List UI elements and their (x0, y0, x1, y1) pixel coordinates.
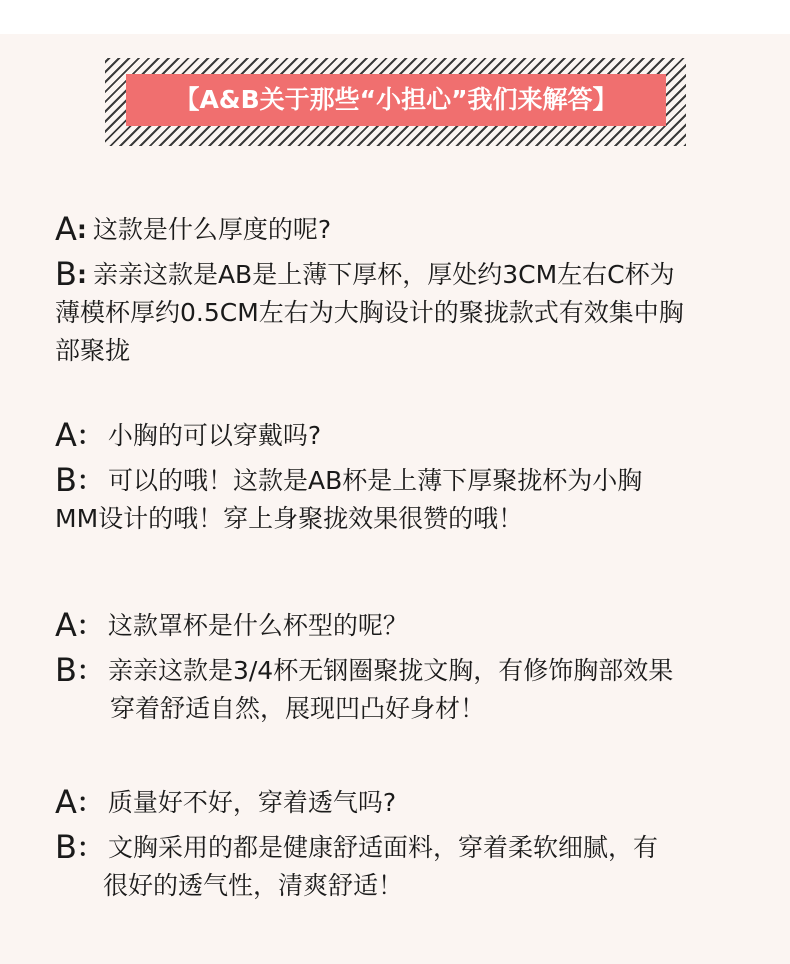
question-text: 这款罩杯是什么杯型的呢？ (107, 611, 408, 640)
answer-line (55, 828, 770, 867)
qa-block-4 (55, 783, 770, 905)
title-banner: 【A&B关于那些“小担心”我们来解答】 (126, 74, 666, 126)
question-mark-a: A (55, 416, 77, 454)
answer-mark-b: B (55, 255, 77, 293)
answer-text-line-2: 穿着舒适自然，展现凹凸好身材！ (110, 694, 486, 723)
question-colon: : (76, 215, 87, 244)
question-text: 小胸的可以穿戴吗? (107, 421, 322, 450)
answer-mark-b: B (55, 461, 77, 499)
question-text: 质量好不好，穿着透气吗? (107, 788, 397, 817)
answer-text-line-3: 部聚拢 (55, 336, 131, 365)
qa-block-3 (55, 606, 770, 728)
answer-text-line-2: 薄模杯厚约0.5CM左右为大胸设计的聚拢款式有效集中胸 (55, 298, 684, 327)
answer-text-line-1: 可以的哦！这款是AB杯是上薄下厚聚拢杯为小胸 (107, 466, 643, 495)
qa-block-2 (55, 416, 770, 538)
question-line (55, 783, 770, 822)
question-mark-a: A (55, 606, 77, 644)
answer-line (55, 651, 770, 690)
answer-mark-b: B (55, 651, 77, 689)
qa-block-1 (55, 210, 770, 370)
answer-text-line-1: 文胸采用的都是健康舒适面料，穿着柔软细腻，有 (107, 833, 658, 862)
question-mark-a: A (55, 783, 77, 821)
answer-colon: : (76, 260, 87, 289)
answer-colon: ： (76, 833, 102, 862)
answer-text-line-2: MM设计的哦！穿上身聚拢效果很赞的哦！ (55, 504, 524, 533)
question-text: 这款是什么厚度的呢? (92, 215, 332, 244)
answer-colon: ： (76, 656, 102, 685)
answer-text-line-1: 亲亲这款是AB是上薄下厚杯，厚处约3CM左右C杯为 (92, 260, 675, 289)
answer-text-line-1: 亲亲这款是3/4杯无钢圈聚拢文胸，有修饰胸部效果 (107, 656, 674, 685)
question-colon: ： (76, 421, 102, 450)
answer-mark-b: B (55, 828, 77, 866)
answer-line (55, 255, 770, 294)
answer-colon: ： (76, 466, 102, 495)
answer-line (55, 461, 770, 500)
answer-text-line-2: 很好的透气性，清爽舒适！ (103, 871, 404, 900)
question-colon: ： (76, 788, 102, 817)
question-line (55, 606, 770, 645)
question-colon: ： (76, 611, 102, 640)
question-line (55, 210, 770, 249)
top-strip (0, 0, 790, 34)
question-line (55, 416, 770, 455)
question-mark-a: A (55, 210, 77, 248)
